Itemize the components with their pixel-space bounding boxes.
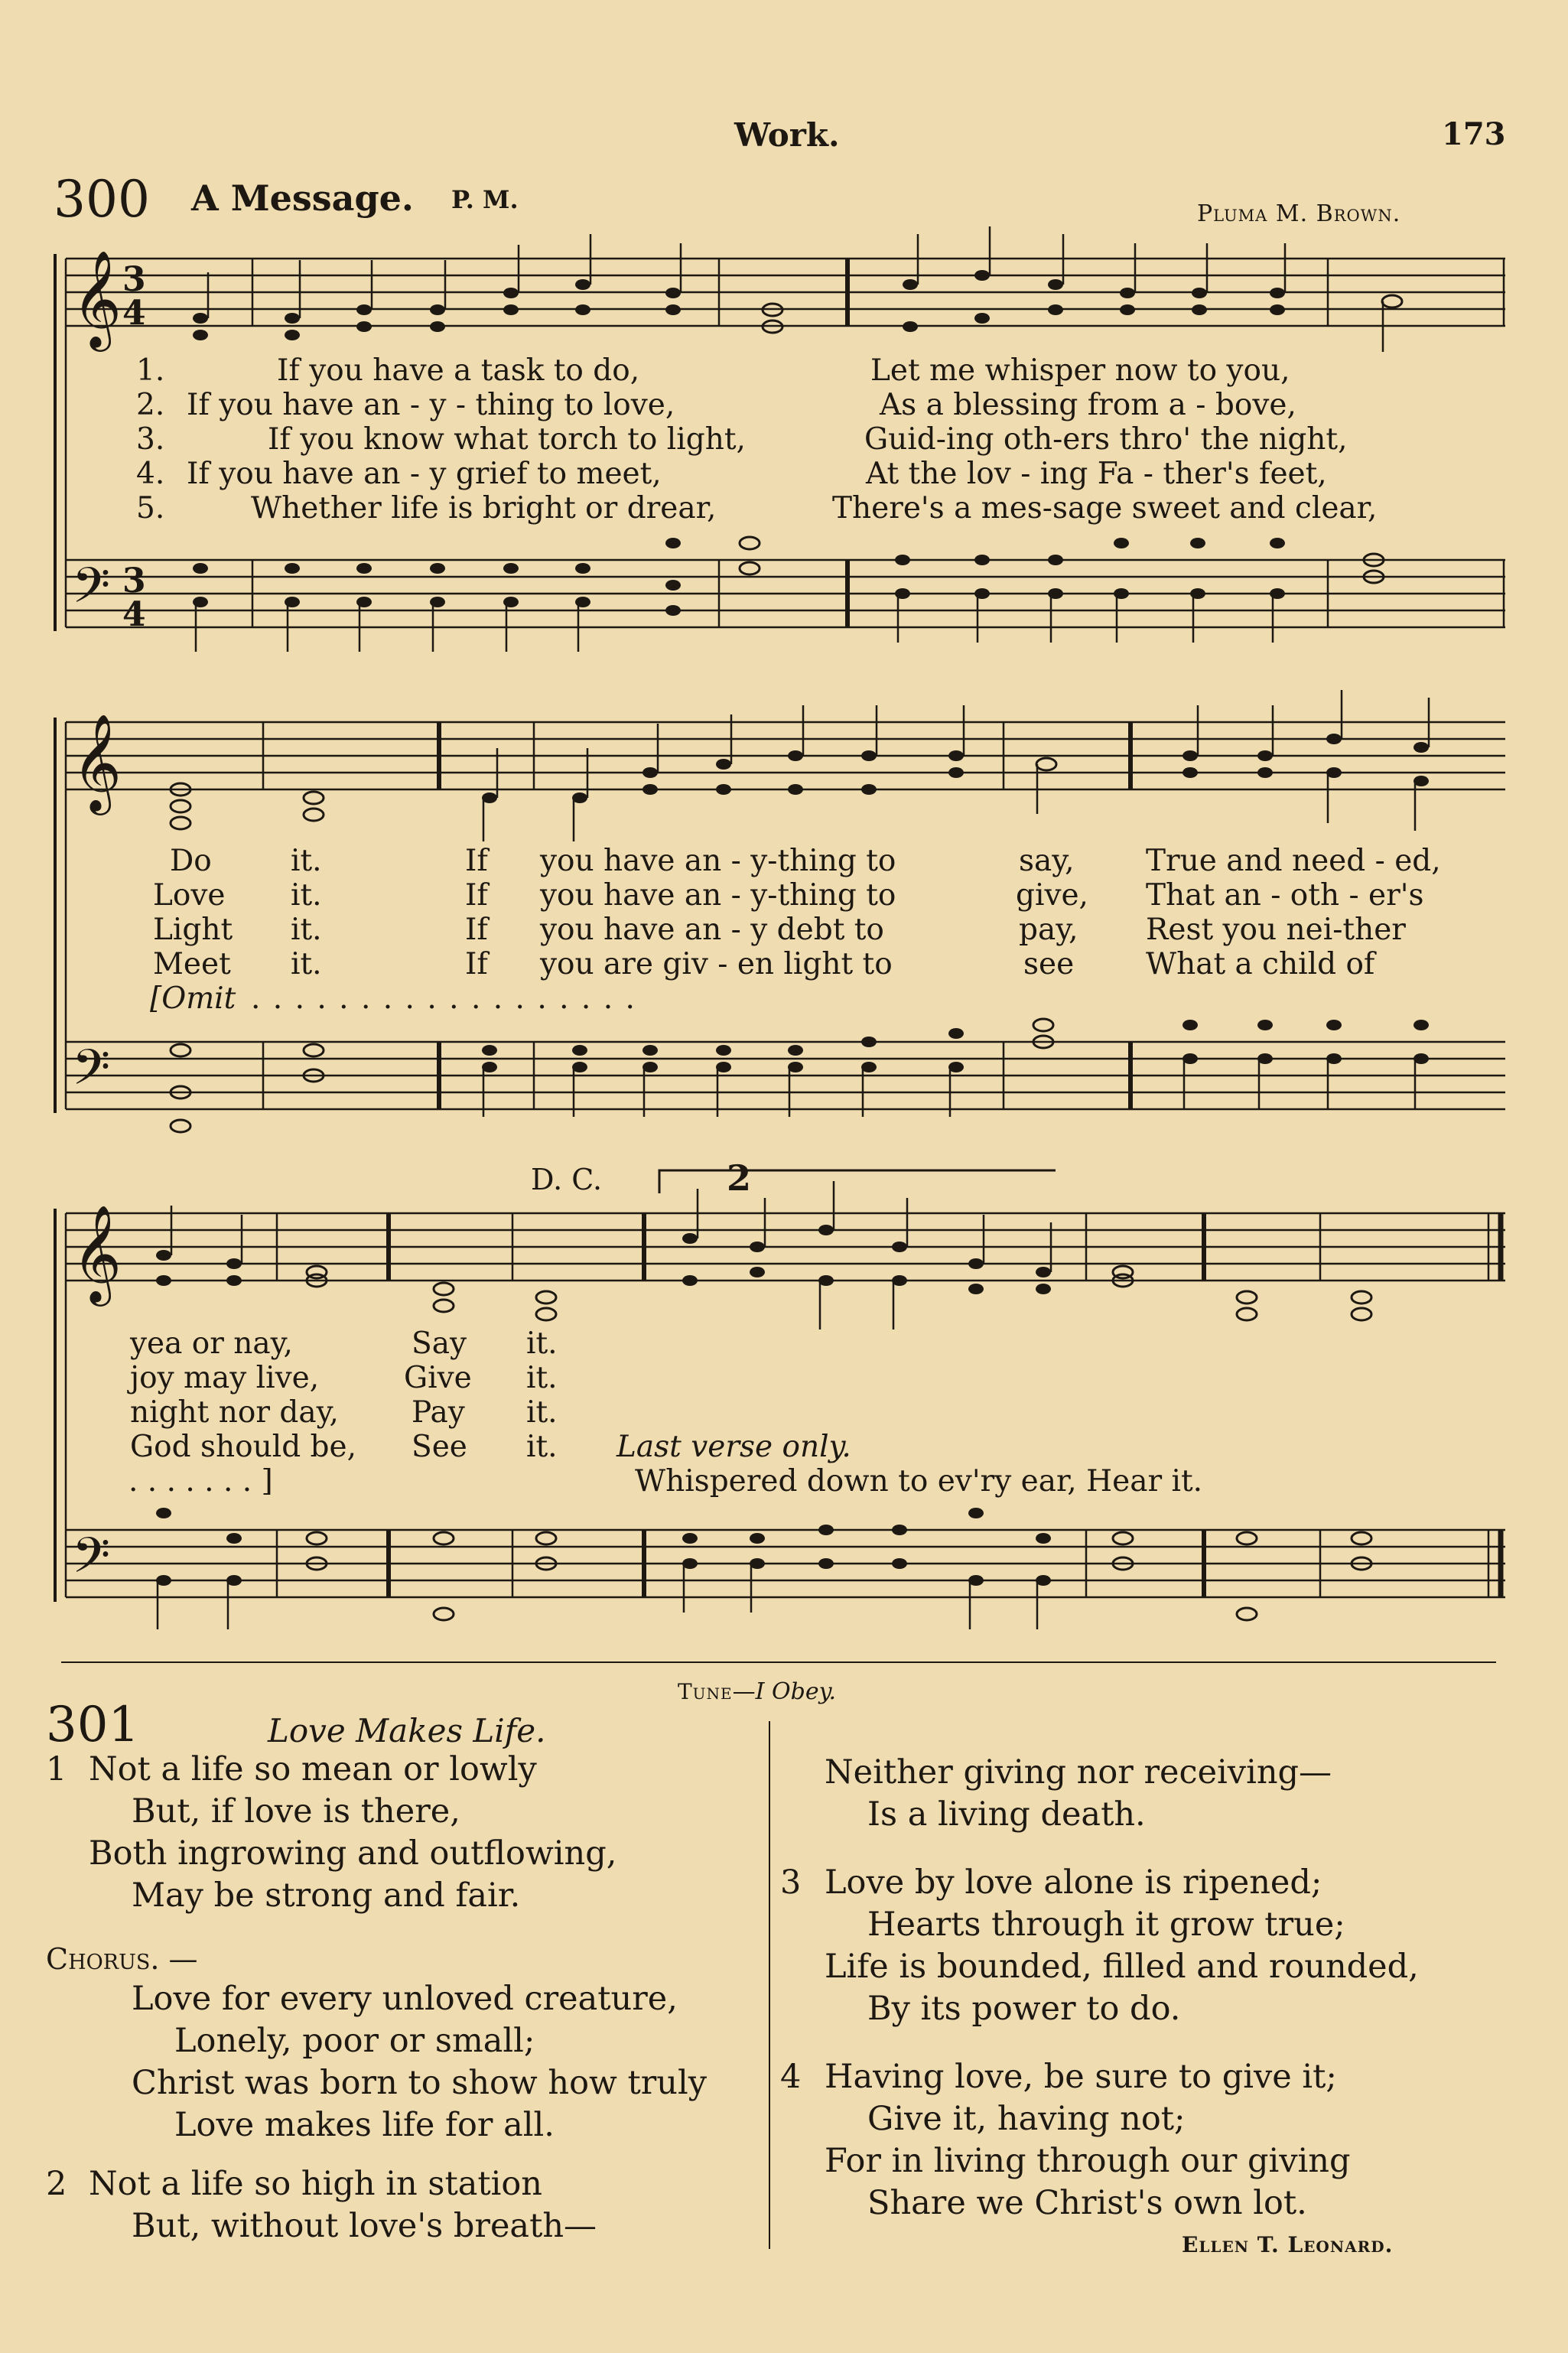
poem-line: Not a life so mean or lowly bbox=[89, 1750, 537, 1788]
poem-line: Is a living death. bbox=[867, 1795, 1146, 1834]
svg-text:4: 4 bbox=[122, 294, 146, 333]
poem-line: Having love, be sure to give it; bbox=[825, 2058, 1337, 2096]
verse-number: 3. bbox=[136, 422, 165, 457]
hymn-301-number: 301 bbox=[46, 1697, 140, 1753]
poem-line: Love for every unloved creature, bbox=[132, 1980, 678, 2018]
hymn-300-number: 300 bbox=[54, 170, 150, 229]
verse-number: 4. bbox=[136, 457, 165, 491]
lyric-word: If bbox=[465, 844, 488, 878]
lyric-line: As a blessing from a - bove, bbox=[880, 388, 1296, 422]
tune-name: I Obey. bbox=[755, 1678, 837, 1705]
lyric-line: God should be, bbox=[130, 1430, 357, 1464]
lyric-word: If bbox=[465, 878, 488, 913]
lyric-line: night nor day, bbox=[130, 1395, 339, 1430]
tune-label: Tune bbox=[678, 1679, 733, 1704]
lyric-line: Guid-ing oth-ers thro' the night, bbox=[864, 422, 1348, 457]
chorus-label-text: Chorus. bbox=[46, 1942, 160, 1976]
lyric-word: If bbox=[465, 913, 488, 947]
second-ending-number: 2 bbox=[727, 1157, 752, 1199]
last-verse-line: Whispered down to ev'ry ear, Hear it. bbox=[635, 1464, 1203, 1499]
hymn-300-title: A Message. bbox=[191, 177, 414, 219]
lyric-line: At the lov - ing Fa - ther's feet, bbox=[866, 457, 1327, 491]
poem-line: Love by love alone is ripened; bbox=[825, 1863, 1322, 1902]
stanza-number: 4 bbox=[780, 2058, 802, 2096]
lyric-word: See bbox=[412, 1430, 467, 1464]
lyric-line: you have an - y-thing to bbox=[540, 844, 896, 878]
lyric-line: you have an - y debt to bbox=[540, 913, 884, 947]
omit-marker: [Omit bbox=[150, 981, 236, 1016]
page-number: 173 bbox=[1442, 116, 1506, 152]
svg-text:𝄞: 𝄞 bbox=[72, 249, 122, 347]
poem-line: Share we Christ's own lot. bbox=[867, 2184, 1307, 2222]
lyric-line: Whether life is bright or drear, bbox=[251, 491, 717, 526]
chorus-label: Chorus. — bbox=[46, 1942, 198, 1976]
lyric-line: you have an - y-thing to bbox=[540, 878, 896, 913]
svg-text:3: 3 bbox=[122, 260, 146, 299]
tune-credit: Tune—I Obey. bbox=[678, 1678, 837, 1705]
lyric-word: pay, bbox=[1019, 913, 1078, 947]
lyric-word: If bbox=[465, 947, 488, 981]
lyric-word: it. bbox=[291, 844, 322, 878]
last-verse-note: Last verse only. bbox=[616, 1430, 851, 1464]
lyric-word: it. bbox=[526, 1361, 558, 1395]
lyric-line: yea or nay, bbox=[130, 1326, 293, 1361]
lyric-word: it. bbox=[291, 947, 322, 981]
lyric-word: Do bbox=[170, 844, 212, 878]
poem-line: Life is bounded, filled and rounded, bbox=[825, 1948, 1419, 1986]
stanza-number: 1 bbox=[46, 1750, 67, 1788]
verse-number: 1. bbox=[136, 353, 165, 388]
lyric-line: Let me whisper now to you, bbox=[870, 353, 1290, 388]
lyric-word: it. bbox=[526, 1430, 558, 1464]
lyric-word: see bbox=[1023, 947, 1075, 981]
last-line-dots: . . . . . . . ] bbox=[128, 1464, 273, 1499]
lyric-word: say, bbox=[1019, 844, 1075, 878]
hymn-301-title: Love Makes Life. bbox=[268, 1712, 546, 1749]
omit-dots: . . . . . . . . . . . . . . . . . . bbox=[251, 981, 636, 1016]
hymn-300-author: Pluma M. Brown. bbox=[1197, 200, 1401, 227]
svg-text:𝄢: 𝄢 bbox=[72, 1528, 111, 1596]
poem-line: Hearts through it grow true; bbox=[867, 1906, 1345, 1944]
poem-line: Both ingrowing and outflowing, bbox=[89, 1834, 617, 1873]
poem-line: Not a life so high in station bbox=[89, 2165, 542, 2203]
svg-text:4: 4 bbox=[122, 595, 146, 634]
verse-number: 5. bbox=[136, 491, 165, 526]
stanza-number: 3 bbox=[780, 1863, 802, 1902]
svg-text:𝄞: 𝄞 bbox=[72, 713, 122, 811]
lyric-line: What a child of bbox=[1146, 947, 1375, 981]
lyric-word: it. bbox=[291, 878, 322, 913]
poem-line: Lonely, poor or small; bbox=[174, 2022, 535, 2060]
lyric-word: it. bbox=[291, 913, 322, 947]
poem-line: May be strong and fair. bbox=[132, 1876, 521, 1915]
lyric-line: If you know what torch to light, bbox=[268, 422, 746, 457]
poem-line: Give it, having not; bbox=[867, 2100, 1186, 2138]
lyric-word: Light bbox=[153, 913, 233, 947]
hymn-300-meter: P. M. bbox=[451, 185, 519, 214]
lyric-word: Pay bbox=[412, 1395, 465, 1430]
lyric-word: Meet bbox=[153, 947, 231, 981]
svg-text:3: 3 bbox=[122, 561, 146, 600]
stanza-number: 2 bbox=[46, 2165, 67, 2203]
svg-text:𝄞: 𝄞 bbox=[72, 1204, 122, 1302]
poem-line: But, without love's breath— bbox=[132, 2207, 597, 2245]
svg-text:𝄢: 𝄢 bbox=[72, 558, 111, 626]
divider bbox=[61, 1661, 1496, 1663]
lyric-line: If you have an - y - thing to love, bbox=[187, 388, 675, 422]
poem-line: For in living through our giving bbox=[825, 2142, 1351, 2180]
lyric-line: If you have a task to do, bbox=[277, 353, 640, 388]
lyric-word: Love bbox=[153, 878, 226, 913]
lyric-line: Rest you nei-ther bbox=[1146, 913, 1406, 947]
lyric-word: it. bbox=[526, 1326, 558, 1361]
poem-line: But, if love is there, bbox=[132, 1792, 460, 1831]
poem-line: Christ was born to show how truly bbox=[132, 2064, 708, 2102]
lyric-line: There's a mes-sage sweet and clear, bbox=[832, 491, 1378, 526]
lyric-line: That an - oth - er's bbox=[1146, 878, 1424, 913]
lyric-line: If you have an - y grief to meet, bbox=[187, 457, 662, 491]
running-head: Work. bbox=[734, 116, 840, 154]
poem-line: By its power to do. bbox=[867, 1990, 1181, 2028]
lyric-line: True and need - ed, bbox=[1146, 844, 1441, 878]
column-divider bbox=[769, 1721, 770, 2249]
hymn-301-author: Ellen T. Leonard. bbox=[1182, 2232, 1394, 2257]
poem-line: Love makes life for all. bbox=[174, 2106, 555, 2144]
da-capo-mark: D. C. bbox=[531, 1163, 603, 1196]
lyric-word: Give bbox=[404, 1361, 472, 1395]
lyric-line: you are giv - en light to bbox=[540, 947, 893, 981]
poem-line: Neither giving nor receiving— bbox=[825, 1753, 1332, 1792]
lyric-word: give, bbox=[1016, 878, 1088, 913]
lyric-line: joy may live, bbox=[130, 1361, 320, 1395]
svg-text:𝄢: 𝄢 bbox=[72, 1040, 111, 1108]
lyric-word: Say bbox=[412, 1326, 467, 1361]
lyric-word: it. bbox=[526, 1395, 558, 1430]
verse-number: 2. bbox=[136, 388, 165, 422]
